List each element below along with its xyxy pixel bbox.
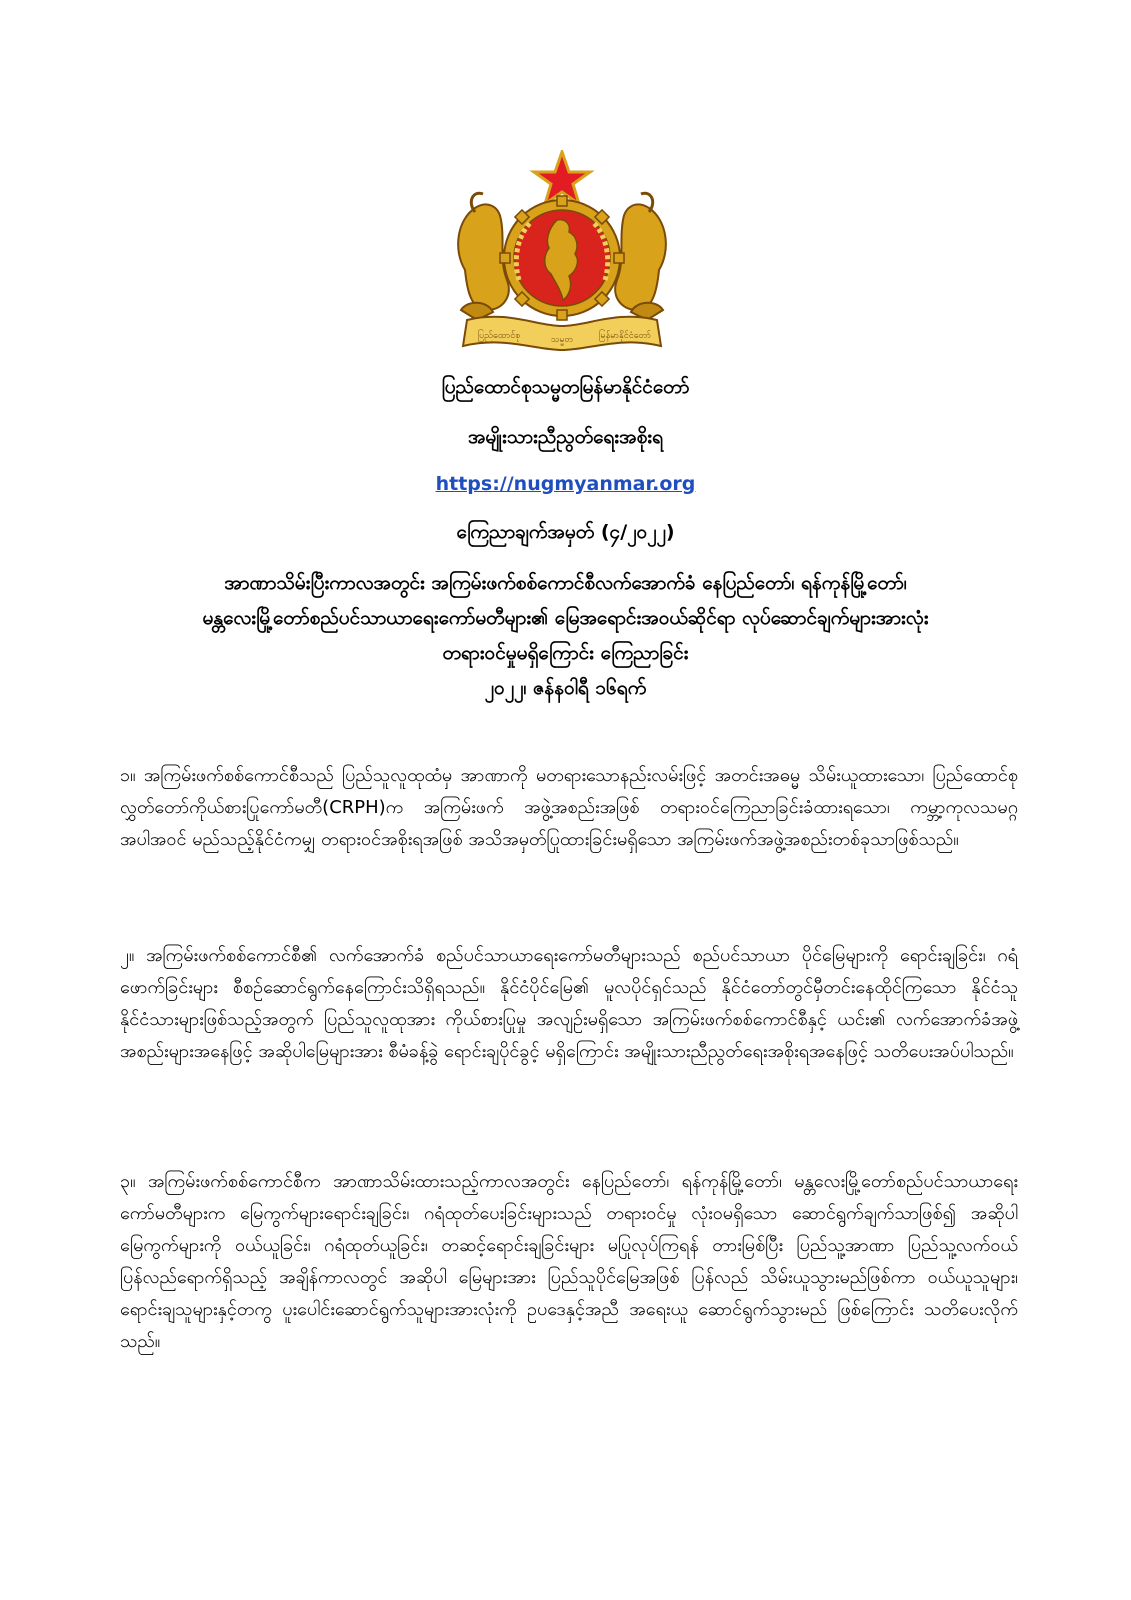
announcement-date: ၂၀၂၂၊ ဇန်နဝါရီ ၁၆ရက် xyxy=(484,677,647,699)
ribbon-left-text: ပြည်ထောင်စု xyxy=(477,331,521,341)
government-name: အမျိုးသားညီညွတ်ရေးအစိုးရ xyxy=(467,426,663,448)
announcement-number: ကြေညာချက်အမှတ် (၄/၂၀၂၂) xyxy=(456,521,675,543)
title-line-3: တရားဝင်မှုမရှိကြောင်း ကြေညာခြင်း xyxy=(442,642,689,664)
state-emblem xyxy=(447,150,677,354)
country-name: ပြည်ထောင်စုသမ္မတမြန်မာနိုင်ငံတော် xyxy=(441,376,690,398)
ribbon-right-text: မြန်မာနိုင်ငံတော် xyxy=(598,331,652,341)
title-line-2: မန္တလေးမြို့တော်စည်ပင်သာယာရေးကော်မတီများ၏ မြေအရောင်းအဝယ်ဆိုင်ရာ လုပ်ဆောင်ချက်များအားလုံး xyxy=(202,607,929,629)
paragraph-1: ၁။ အကြမ်းဖက်စစ်ကောင်စီသည် ပြည်သူလူထုထံမှ အာဏာကို မတရားသောနည်းလမ်းဖြင့် အတင်းအဓမ္မ သိမ်းယူထားသော၊ ပြည်ထောင်စုလွှတ်တော်ကိုယ်စားပြုကော်မတီ(CRPH)က အကြမ်းဖက် အဖွဲ့အစည်းအဖြစ် တရားဝင်ကြေညာခြင်းခံထားရသော၊ ကမ္ဘာ့ကုလသမဂ္ဂအပါအဝင် မည်သည့်နိုင်ငံကမျှ တရားဝင်အစိုးရအဖြစ် အသိအမှတ်ပြုထားခြင်းမရှိသော အကြမ်းဖက်အဖွဲ့အစည်းတစ်ခုသာဖြစ်သည်။ xyxy=(120,765,1018,850)
paragraph-2: ၂။ အကြမ်းဖက်စစ်ကောင်စီ၏ လက်အောက်ခံ စည်ပင်သာယာရေးကော်မတီများသည် စည်ပင်သာယာ ပိုင်မြေများကို ရောင်းချခြင်း၊ ဂရံဖောက်ခြင်းများ စီစဉ်ဆောင်ရွက်နေကြောင်းသိရှိရသည်။ နိုင်ငံပိုင်မြေ၏ မူလပိုင်ရှင်သည် နိုင်ငံတော်တွင်မှီတင်းနေထိုင်ကြသော နိုင်ငံသူနိုင်ငံသားများဖြစ်သည့်အတွက် ပြည်သူလူထုအား ကိုယ်စားပြုမှု အလျဉ်းမရှိသော အကြမ်းဖက်စစ်ကောင်စီနှင့် ယင်း၏ လက်အောက်ခံအဖွဲ့အစည်းများအနေဖြင့် အဆိုပါမြေများအား စီမံခန့်ခွဲ ရောင်းချပိုင်ခွင့် မရှိကြောင်း အမျိုးသားညီညွတ်ရေးအစိုးရအနေဖြင့် သတိပေးအပ်ပါသည်။ xyxy=(120,945,1018,1062)
website-link[interactable]: https://nugmyanmar.org xyxy=(435,473,696,495)
paragraph-3: ၃။ အကြမ်းဖက်စစ်ကောင်စီက အာဏာသိမ်းထားသည့်ကာလအတွင်း နေပြည်တော်၊ ရန်ကုန်မြို့တော်၊ မန္တလေးမြို့တော်စည်ပင်သာယာရေးကော်မတီများက မြေကွက်များရောင်းချခြင်း၊ ဂရံထုတ်ပေးခြင်းများသည် တရားဝင်မှု လုံးဝမရှိသော ဆောင်ရွက်ချက်သာဖြစ်၍ အဆိုပါမြေကွက်များကို ဝယ်ယူခြင်း၊ ဂရံထုတ်ယူခြင်း၊ တဆင့်ရောင်းချခြင်းများ မပြုလုပ်ကြရန် တားမြစ်ပြီး ပြည်သူ့အာဏာ ပြည်သူ့လက်ဝယ်ပြန်လည်ရောက်ရှိသည့် အချိန်ကာလတွင် အဆိုပါ မြေများအား ပြည်သူပိုင်မြေအဖြစ် ပြန်လည် သိမ်းယူသွားမည်ဖြစ်ကာ ဝယ်ယူသူများ၊ ရောင်းချသူများနှင့်တကွ ပူးပေါင်းဆောင်ရွက်သူများအားလုံးကို ဥပဒေနှင့်အညီ အရေးယူ ဆောင်ရွက်သွားမည် ဖြစ်ကြောင်း သတိပေးလိုက်သည်။ xyxy=(120,1171,1018,1352)
title-line-1: အာဏာသိမ်းပြီးကာလအတွင်း အကြမ်းဖက်စစ်ကောင်စီလက်အောက်ခံ နေပြည်တော်၊ ရန်ကုန်မြို့တော်၊ xyxy=(224,572,907,594)
ribbon-center-text: သမ္မတ xyxy=(550,335,574,345)
